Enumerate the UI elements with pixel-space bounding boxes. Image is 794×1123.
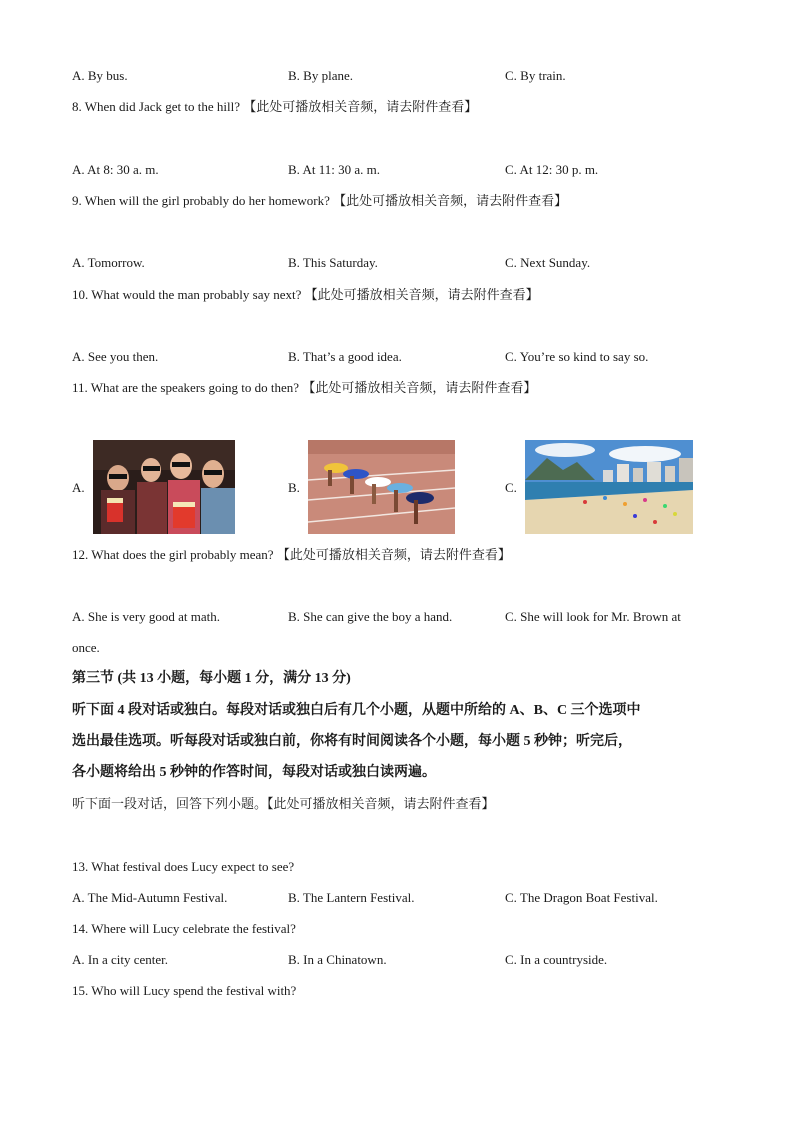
q13-option-c: C. The Dragon Boat Festival.	[505, 890, 658, 905]
q12-option-b: B. She can give the boy a hand.	[288, 609, 453, 624]
q12-option-c-continued: once.	[72, 640, 100, 655]
q14-option-b: B. In a Chinatown.	[288, 952, 387, 967]
q9-question: 9. When will the girl probably do her homework? 【此处可播放相关音频，请去附件查看】	[72, 193, 568, 208]
movie-audience-image	[93, 440, 235, 534]
q9-option-a: A. Tomorrow.	[72, 255, 145, 270]
q11-option-c-label: C.	[505, 480, 517, 495]
q14-question: 14. Where will Lucy celebrate the festival?	[72, 921, 296, 936]
q10-option-a: A. See you then.	[72, 349, 159, 364]
q8-question: 8. When did Jack get to the hill? 【此处可播放相关音频，请去附件查看】	[72, 99, 478, 114]
sprinters-image	[308, 440, 455, 534]
section-instructions-line-1: 听下面 4 段对话或独白。每段对话或独白后有几个小题，从题中所给的 A、B、C 三个选项中	[72, 703, 641, 718]
q7-option-c: C. By train.	[505, 68, 566, 83]
q13-option-a: A. The Mid-Autumn Festival.	[72, 890, 228, 905]
q11-option-b-label: B.	[288, 480, 300, 495]
q11-question: 11. What are the speakers going to do then? 【此处可播放相关音频，请去附件查看】	[72, 380, 537, 395]
q13-option-b: B. The Lantern Festival.	[288, 890, 415, 905]
beach-image	[525, 440, 693, 534]
q10-option-c: C. You’re so kind to say so.	[505, 349, 649, 364]
q9-option-c: C. Next Sunday.	[505, 255, 591, 270]
q12-question: 12. What does the girl probably mean? 【此处可播放相关音频，请去附件查看】	[72, 547, 511, 562]
q8-option-c: C. At 12: 30 p. m.	[505, 162, 599, 177]
q15-question: 15. Who will Lucy spend the festival with?	[72, 983, 297, 998]
q7-option-b: B. By plane.	[288, 68, 353, 83]
q10-question: 10. What would the man probably say next? 【此处可播放相关音频，请去附件查看】	[72, 287, 539, 302]
q8-option-a: A. At 8: 30 a. m.	[72, 162, 159, 177]
q7-option-a: A. By bus.	[72, 68, 128, 83]
section-instructions-line-2: 选出最佳选项。听每段对话或独白前，你将有时间阅读各个小题，每小题 5 秒钟；听完后，	[72, 734, 632, 749]
q12-option-c: C. She will look for Mr. Brown at	[505, 609, 681, 624]
q11-option-a-label: A.	[72, 480, 85, 495]
q8-option-b: B. At 11: 30 a. m.	[288, 162, 380, 177]
q13-question: 13. What festival does Lucy expect to see?	[72, 859, 295, 874]
q10-option-b: B. That’s a good idea.	[288, 349, 402, 364]
section-heading: 第三节 (共 13 小题，每小题 1 分，满分 13 分)	[72, 671, 351, 686]
q9-option-b: B. This Saturday.	[288, 255, 378, 270]
q14-option-a: A. In a city center.	[72, 952, 169, 967]
dialogue-intro: 听下面一段对话，回答下列小题。【此处可播放相关音频，请去附件查看】	[72, 796, 495, 811]
q12-option-a: A. She is very good at math.	[72, 609, 221, 624]
section-instructions-line-3: 各小题将给出 5 秒钟的作答时间，每段对话或独白读两遍。	[72, 765, 436, 780]
q14-option-c: C. In a countryside.	[505, 952, 608, 967]
